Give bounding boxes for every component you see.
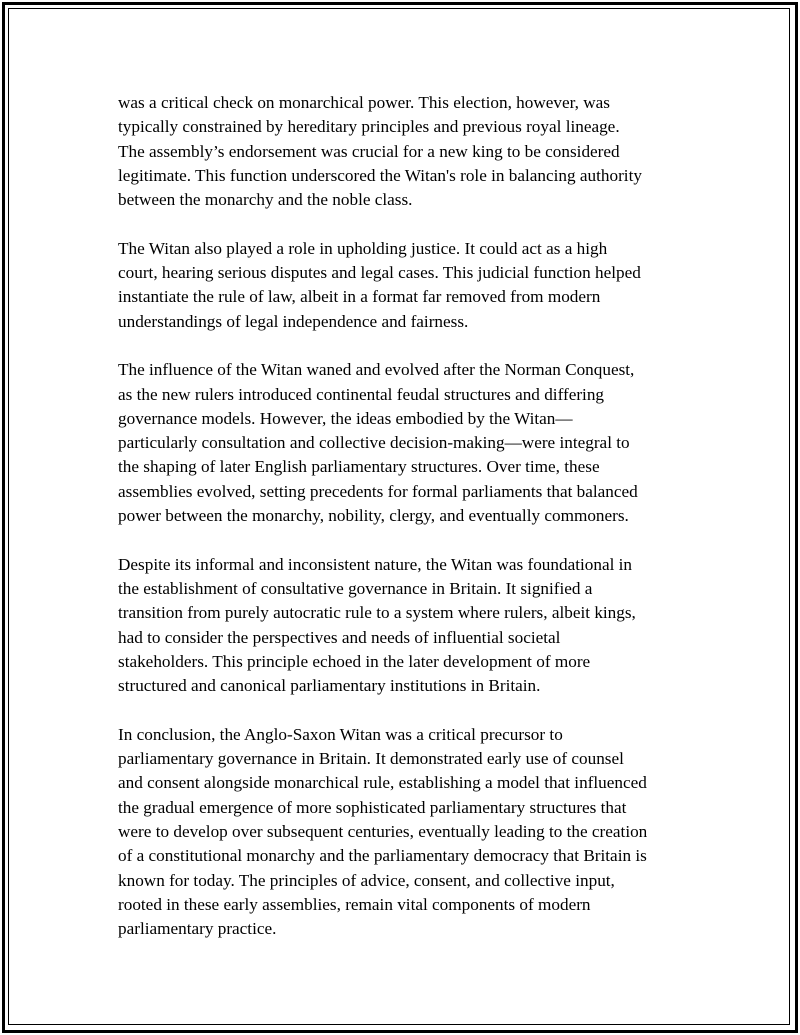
text-line: legitimate. This function underscored the Witan's role in balancing authority [118,165,642,185]
text-line: and consent alongside monarchical rule, establishing a model that influenced [118,773,647,793]
text-line: the shaping of later English parliamentary structures. Over time, these [118,457,600,477]
text-line: the establishment of consultative governance in Britain. It signified a [118,578,593,598]
text-line: power between the monarchy, nobility, clergy, and eventually commoners. [118,506,629,526]
text-line: The Witan also played a role in upholding justice. It could act as a high [118,238,608,258]
text-line: instantiate the rule of law, albeit in a format far removed from modern [118,287,601,307]
paragraph [118,553,698,699]
text-line: between the monarchy and the noble class. [118,190,413,210]
text-line: known for today. The principles of advice, consent, and collective input, [118,870,615,890]
paragraph [118,237,698,334]
paragraph [118,91,698,212]
text-line: structured and canonical parliamentary institutions in Britain. [118,676,541,696]
text-line: The influence of the Witan waned and evolved after the Norman Conquest, [118,360,635,380]
text-line: as the new rulers introduced continental feudal structures and differing [118,384,605,404]
text-line: parliamentary practice. [118,919,277,939]
text-line: had to consider the perspectives and needs of influential societal [118,627,561,647]
text-line: assemblies evolved, setting precedents for formal parliaments that balanced [118,481,638,501]
paragraph [118,723,698,942]
text-line: stakeholders. This principle echoed in the later development of more [118,651,591,671]
text-line: parliamentary governance in Britain. It demonstrated early use of counsel [118,749,624,769]
text-line: particularly consultation and collective decision-making—were integral to [118,433,630,453]
text-line: governance models. However, the ideas embodied by the Witan— [118,408,573,428]
text-line: the gradual emergence of more sophisticated parliamentary structures that [118,797,627,817]
text-line: of a constitutional monarchy and the parliamentary democracy that Britain is [118,846,647,866]
text-line: Despite its informal and inconsistent nature, the Witan was foundational in [118,554,633,574]
text-line: was a critical check on monarchical power. This election, however, was [118,93,610,112]
text-line: In conclusion, the Anglo-Saxon Witan was a critical precursor to [118,724,563,744]
text-line: typically constrained by hereditary principles and previous royal lineage. [118,117,620,137]
text-line: court, hearing serious disputes and legal cases. This judicial function helped [118,263,641,283]
text-line: understandings of legal independence and fairness. [118,311,469,331]
text-line: were to develop over subsequent centuries, eventually leading to the creation [118,821,648,841]
text-line: The assembly’s endorsement was crucial for a new king to be considered [118,141,620,161]
document-body [118,91,698,941]
paragraph [118,358,698,528]
text-line: rooted in these early assemblies, remain vital components of modern [118,894,591,914]
text-line: transition from purely autocratic rule to a system where rulers, albeit kings, [118,603,636,623]
